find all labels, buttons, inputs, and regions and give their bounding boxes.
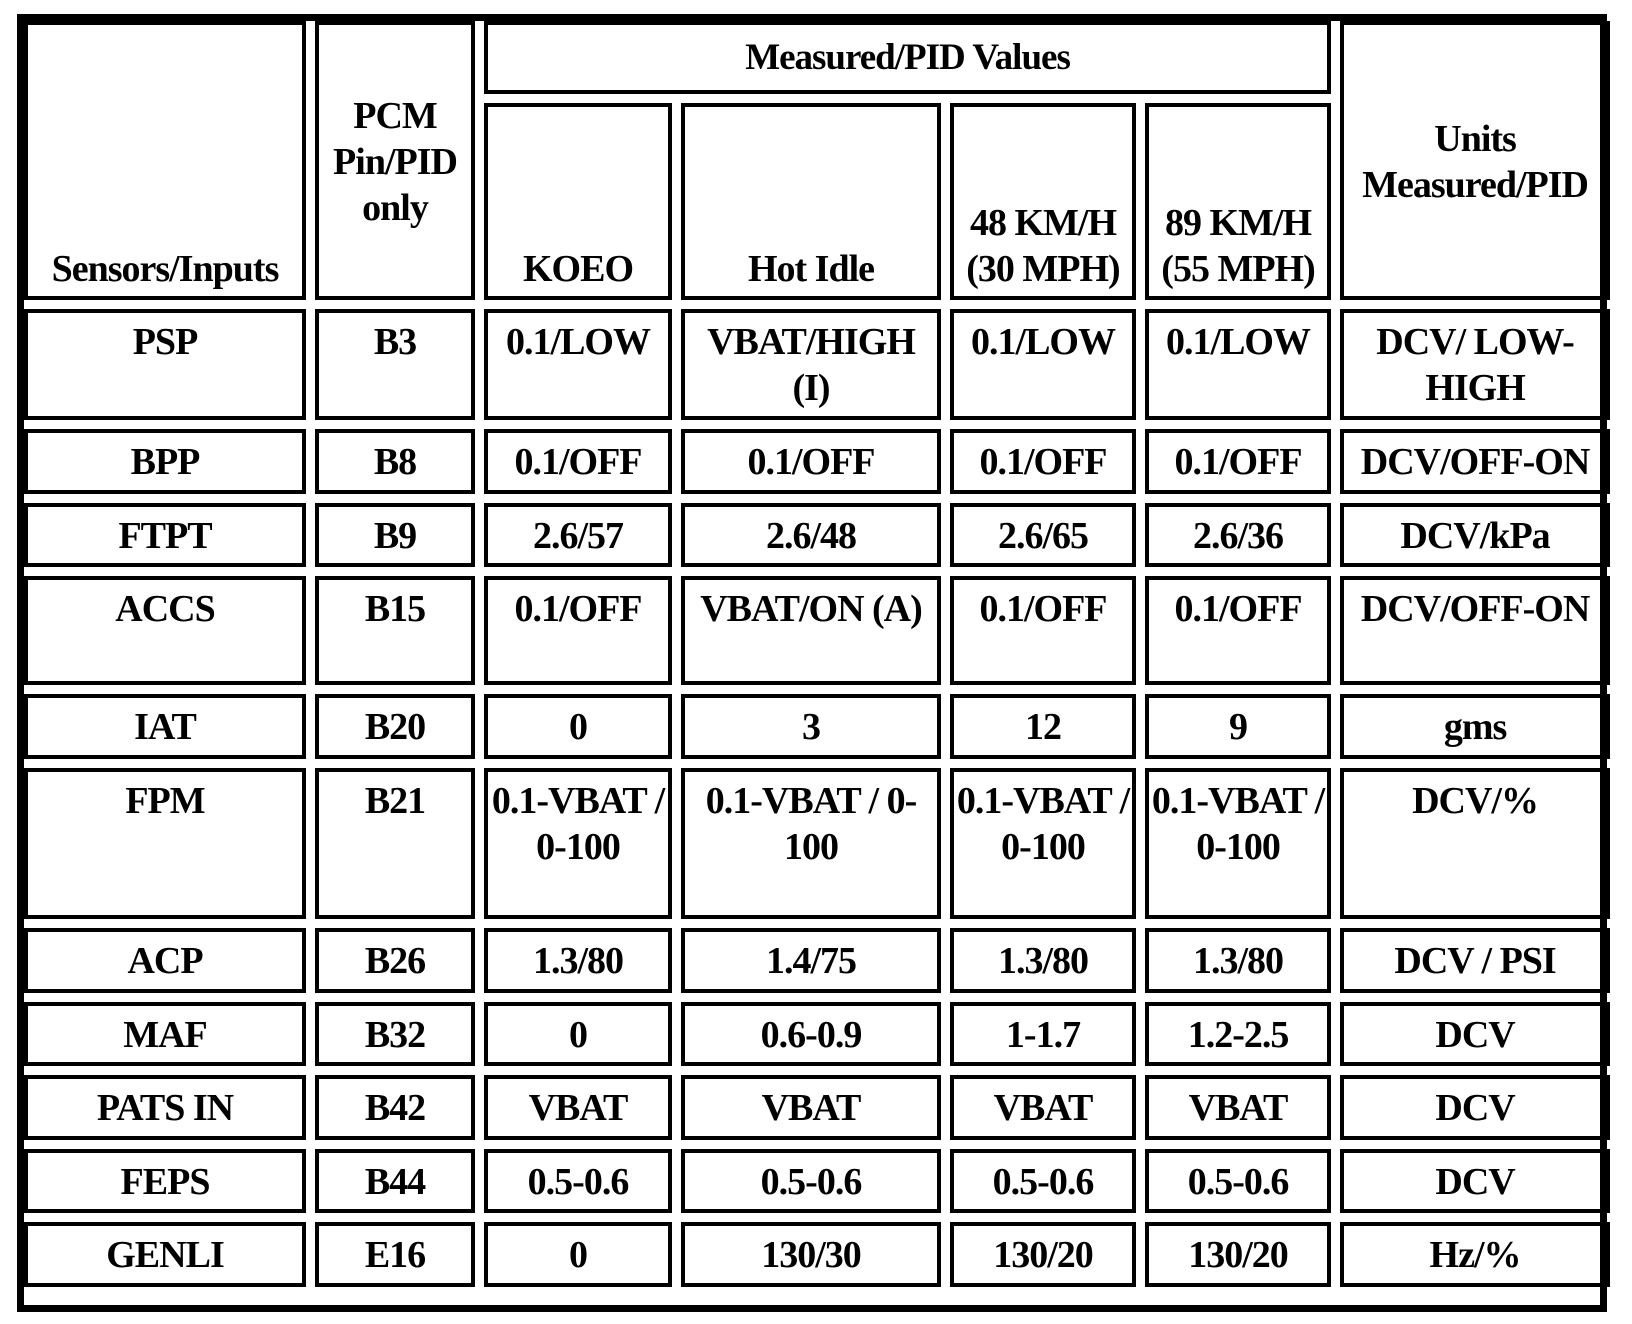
pin-cell: B15 xyxy=(315,576,475,685)
kmh48-cell: 2.6/65 xyxy=(950,503,1136,568)
koeo-cell: 0.1/LOW xyxy=(484,309,672,420)
header-units: Units Measured/PID xyxy=(1340,21,1610,300)
units-cell: DCV / PSI xyxy=(1340,928,1610,993)
table-row xyxy=(24,309,1610,420)
pin-cell: B8 xyxy=(315,429,475,494)
sensor-cell: GENLI xyxy=(24,1222,306,1287)
table-row xyxy=(24,1222,1610,1287)
hot-idle-cell: 0.1-VBAT / 0-100 xyxy=(681,768,941,919)
kmh48-cell: 12 xyxy=(950,694,1136,759)
koeo-cell: 0.1/OFF xyxy=(484,429,672,494)
hot-idle-cell: 2.6/48 xyxy=(681,503,941,568)
kmh89-cell: 0.1/OFF xyxy=(1145,576,1331,685)
table-row xyxy=(24,1002,1610,1067)
pin-cell: B42 xyxy=(315,1075,475,1140)
hot-idle-cell: 130/30 xyxy=(681,1222,941,1287)
sensor-cell: BPP xyxy=(24,429,306,494)
units-cell: DCV xyxy=(1340,1075,1610,1140)
hot-idle-cell: VBAT/ON (A) xyxy=(681,576,941,685)
pin-cell: B3 xyxy=(315,309,475,420)
kmh48-cell: 1-1.7 xyxy=(950,1002,1136,1067)
header-89-kmh: 89 KM/H (55 MPH) xyxy=(1145,103,1331,301)
table-row xyxy=(24,503,1610,568)
kmh48-cell: 0.1/OFF xyxy=(950,576,1136,685)
kmh89-cell: 1.2-2.5 xyxy=(1145,1002,1331,1067)
kmh48-cell: 0.5-0.6 xyxy=(950,1149,1136,1214)
pin-cell: B44 xyxy=(315,1149,475,1214)
koeo-cell: 1.3/80 xyxy=(484,928,672,993)
koeo-cell: 2.6/57 xyxy=(484,503,672,568)
units-cell: Hz/% xyxy=(1340,1222,1610,1287)
kmh48-cell: 1.3/80 xyxy=(950,928,1136,993)
sensor-cell: IAT xyxy=(24,694,306,759)
hot-idle-cell: VBAT/HIGH (I) xyxy=(681,309,941,420)
units-cell: DCV/kPa xyxy=(1340,503,1610,568)
hot-idle-cell: 0.6-0.9 xyxy=(681,1002,941,1067)
kmh89-cell: 0.1-VBAT / 0-100 xyxy=(1145,768,1331,919)
kmh48-cell: 0.1/LOW xyxy=(950,309,1136,420)
kmh89-cell: 0.5-0.6 xyxy=(1145,1149,1331,1214)
header-sensors-inputs: Sensors/Inputs xyxy=(24,21,306,300)
kmh89-cell: 9 xyxy=(1145,694,1331,759)
pin-cell: B21 xyxy=(315,768,475,919)
header-48-kmh: 48 KM/H (30 MPH) xyxy=(950,103,1136,301)
pin-cell: E16 xyxy=(315,1222,475,1287)
kmh89-cell: VBAT xyxy=(1145,1075,1331,1140)
hot-idle-cell: 0.5-0.6 xyxy=(681,1149,941,1214)
sensor-cell: ACP xyxy=(24,928,306,993)
koeo-cell: VBAT xyxy=(484,1075,672,1140)
kmh89-cell: 2.6/36 xyxy=(1145,503,1331,568)
table-row xyxy=(24,768,1610,919)
pin-cell: B26 xyxy=(315,928,475,993)
kmh48-cell: VBAT xyxy=(950,1075,1136,1140)
header-koeo: KOEO xyxy=(484,103,672,301)
sensor-cell: ACCS xyxy=(24,576,306,685)
hot-idle-cell: 0.1/OFF xyxy=(681,429,941,494)
koeo-cell: 0.5-0.6 xyxy=(484,1149,672,1214)
pin-cell: B9 xyxy=(315,503,475,568)
pin-cell: B20 xyxy=(315,694,475,759)
units-cell: DCV/% xyxy=(1340,768,1610,919)
koeo-cell: 0.1-VBAT / 0-100 xyxy=(484,768,672,919)
kmh89-cell: 130/20 xyxy=(1145,1222,1331,1287)
sensor-cell: MAF xyxy=(24,1002,306,1067)
units-cell: DCV xyxy=(1340,1149,1610,1214)
header-measured-pid-values: Measured/PID Values xyxy=(484,21,1331,94)
units-cell: DCV/ LOW-HIGH xyxy=(1340,309,1610,420)
kmh89-cell: 0.1/OFF xyxy=(1145,429,1331,494)
kmh89-cell: 1.3/80 xyxy=(1145,928,1331,993)
table-row xyxy=(24,694,1610,759)
pin-cell: B32 xyxy=(315,1002,475,1067)
table-row xyxy=(24,576,1610,685)
units-cell: DCV/OFF-ON xyxy=(1340,429,1610,494)
kmh48-cell: 130/20 xyxy=(950,1222,1136,1287)
header-pcm-pin: PCM Pin/PID only xyxy=(315,21,475,300)
hot-idle-cell: 3 xyxy=(681,694,941,759)
koeo-cell: 0 xyxy=(484,1002,672,1067)
units-cell: DCV/OFF-ON xyxy=(1340,576,1610,685)
kmh48-cell: 0.1-VBAT / 0-100 xyxy=(950,768,1136,919)
sensor-cell: FEPS xyxy=(24,1149,306,1214)
pid-values-table xyxy=(15,12,1619,1296)
units-cell: gms xyxy=(1340,694,1610,759)
units-cell: DCV xyxy=(1340,1002,1610,1067)
header-hot-idle: Hot Idle xyxy=(681,103,941,301)
table-row xyxy=(24,1075,1610,1140)
kmh48-cell: 0.1/OFF xyxy=(950,429,1136,494)
sensor-cell: PSP xyxy=(24,309,306,420)
hot-idle-cell: VBAT xyxy=(681,1075,941,1140)
koeo-cell: 0 xyxy=(484,694,672,759)
table-row xyxy=(24,1149,1610,1214)
koeo-cell: 0.1/OFF xyxy=(484,576,672,685)
sensor-cell: FTPT xyxy=(24,503,306,568)
sensor-cell: FPM xyxy=(24,768,306,919)
table-row xyxy=(24,928,1610,993)
hot-idle-cell: 1.4/75 xyxy=(681,928,941,993)
sensor-cell: PATS IN xyxy=(24,1075,306,1140)
table-row xyxy=(24,429,1610,494)
kmh89-cell: 0.1/LOW xyxy=(1145,309,1331,420)
koeo-cell: 0 xyxy=(484,1222,672,1287)
